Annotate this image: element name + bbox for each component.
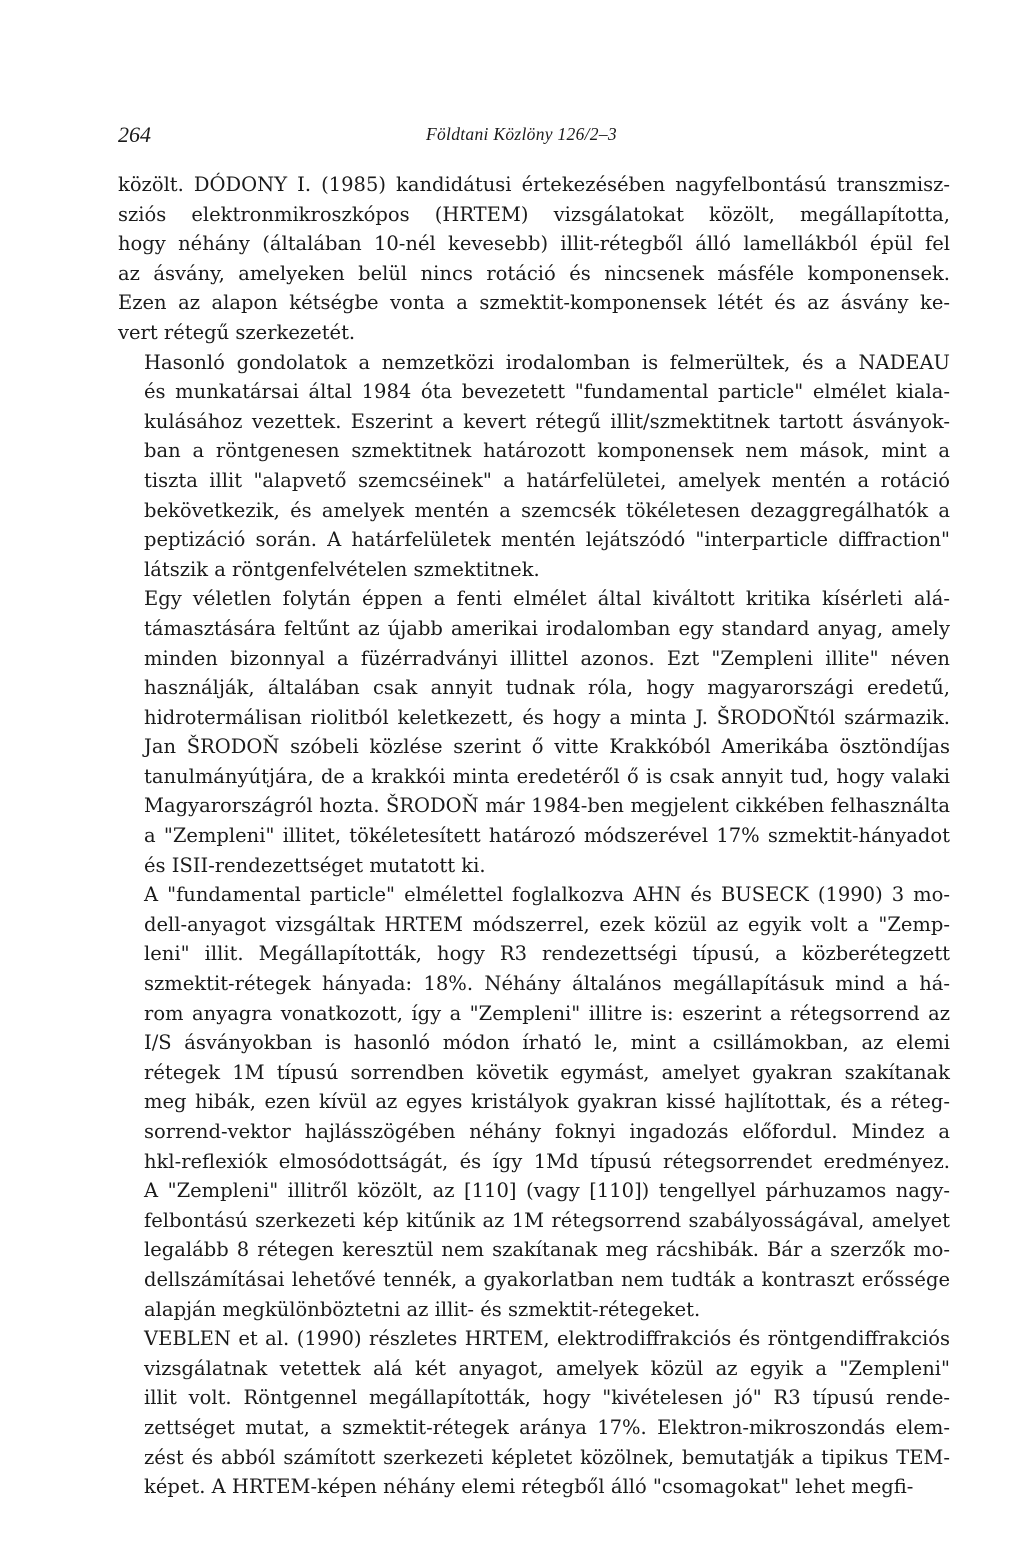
text-line: közölt. DÓDONY I. (1985) kandidátusi értekezésében nagyfelbontású transzmisz- [118, 173, 950, 196]
text-line: az ásvány, amelyeken belül nincs rotáció és nincsenek másféle komponensek. [118, 261, 950, 285]
text-line: rom anyagra vonatkozott, így a "Zempleni" illitre is: eszerint a rétegsorrend az [144, 1001, 950, 1025]
text-line: felbontású szerkezeti kép kitűnik az 1M rétegsorrend szabályosságával, amelyet [144, 1208, 950, 1232]
text-line: szmektit-rétegek hányada: 18%. Néhány általános megállapításuk mind a há- [144, 972, 950, 996]
text-line: és munkatársai által 1984 óta bevezetett "fundamental particle" elmélet kiala- [144, 380, 950, 404]
text-line: vizsgálatnak vetettek alá két anyagot, amelyek közül az egyik a "Zempleni" [144, 1356, 950, 1380]
text-line: hogy néhány (általában 10-nél kevesebb) illit-rétegből álló lamellákból épül fel [118, 232, 950, 256]
text-line: zettséget mutat, a szmektit-rétegek aránya 17%. Elektron-mikroszondás elem- [144, 1415, 950, 1439]
text-line: hidrotermálisan riolitból keletkezett, és hogy a minta J. ŠRODOŇtól származik. [144, 705, 950, 729]
text-line: leni" illit. Megállapították, hogy R3 rendezettségi típusú, a közberétegzett [144, 942, 950, 966]
text-line: legalább 8 rétegen keresztül nem szakítanak meg rácshibák. Bár a szerzők mo- [144, 1238, 950, 1262]
text-line: bekövetkezik, és amelyek mentén a szemcsék tökéletesen dezaggregálhatók a [144, 498, 950, 522]
text-line: Jan ŠRODOŇ szóbeli közlése szerint ő vitte Krakkóból Amerikába ösztöndíjas [144, 735, 950, 759]
text-line: tanulmányútjára, de a krakkói minta eredetéről ő is csak annyit tud, hogy valaki [144, 764, 950, 788]
text-line: Hasonló gondolatok a nemzetközi irodalomban is felmerültek, és a NADEAU [144, 350, 950, 374]
text-line: I/S ásványokban is hasonló módon írható le, mint a csillámokban, az elemi [144, 1031, 950, 1055]
paragraph [118, 1324, 950, 1502]
text-line: zést és abból számított szerkezeti képletet közölnek, bemutatják a tipikus TEM- [144, 1445, 950, 1469]
text-line: A "Zempleni" illitről közölt, az [110] (vagy [110]) tengellyel párhuzamos nagy- [144, 1179, 950, 1203]
text-line: sorrend-vektor hajlásszögében néhány foknyi ingadozás előfordul. Mindez a [144, 1120, 950, 1143]
text-line: alapján megkülönböztetni az illit- és szmektit-rétegeket. [144, 1297, 701, 1321]
page-number: 264 [118, 122, 151, 147]
text-line: A "fundamental particle" elmélettel foglalkozva AHN és BUSECK (1990) 3 mo- [144, 883, 950, 907]
text-line: tiszta illit "alapvető szemcséinek" a határfelületei, amelyek mentén a rotáció [144, 468, 950, 492]
text-line: Egy véletlen folytán éppen a fenti elmélet által kiváltott kritika kísérleti alá- [144, 587, 950, 611]
text-line: dell-anyagot vizsgáltak HRTEM módszerrel, ezek közül az egyik volt a "Zemp- [144, 912, 950, 936]
text-line: sziós elektronmikroszkópos (HRTEM) vizsgálatokat közölt, megállapította, [118, 202, 950, 226]
text-line: képet. A HRTEM-képen néhány elemi rétegből álló "csomagokat" lehet megfi- [144, 1475, 914, 1499]
text-line: peptizáció során. A határfelületek mentén lejátszódó "interparticle diffraction" [144, 528, 950, 552]
text-line: illit volt. Röntgennel megállapították, hogy "kivételesen jó" R3 típusú rende- [144, 1386, 950, 1410]
text-line: vert rétegű szerkezetét. [118, 320, 356, 344]
document-page [118, 122, 950, 1502]
text-line: és ISII-rendezettséget mutatott ki. [144, 853, 486, 877]
text-line: Ezen az alapon kétségbe vonta a szmektit-komponensek létét és az ásvány ke- [118, 291, 950, 315]
text-line: ban a röntgenesen szmektitnek határozott komponensek nem mások, mint a [144, 439, 950, 463]
text-line: használják, általában csak annyit tudnak róla, hogy magyarországi eredetű, [144, 676, 950, 700]
text-line: dellszámításai lehetővé tennék, a gyakorlatban nem tudták a kontraszt erőssége [144, 1267, 950, 1291]
paragraph [118, 880, 950, 1324]
text-line: rétegek 1M típusú sorrendben követik egymást, amelyet gyakran szakítanak [144, 1060, 950, 1084]
text-line: minden bizonnyal a füzérradványi illittel azonos. Ezt "Zempleni illite" néven [144, 646, 950, 670]
text-line: a "Zempleni" illitet, tökéletesített határozó módszerével 17% szmektit-hányadot [144, 824, 950, 848]
paragraph [118, 584, 950, 880]
text-line: látszik a röntgenfelvételen szmektitnek. [144, 557, 540, 581]
paragraph [118, 348, 950, 585]
text-line: Magyarországról hozta. ŠRODOŇ már 1984-ben megjelent cikkében felhasználta [144, 794, 950, 818]
paragraph [118, 170, 950, 348]
text-line: VEBLEN et al. (1990) részletes HRTEM, elektrodiffrakciós és röntgendiffrakciós [144, 1327, 950, 1351]
running-head-journal: Földtani Közlöny 126/2–3 [426, 124, 617, 144]
page-header [118, 122, 950, 156]
text-line: támasztására feltűnt az újabb amerikai irodalomban egy standard anyag, amely [144, 616, 950, 640]
text-line: meg hibák, ezen kívül az egyes kristályok gyakran kissé hajlítottak, és a réteg- [144, 1090, 950, 1114]
body-text [118, 170, 950, 1502]
text-line: hkl-reflexiók elmosódottságát, és így 1Md típusú rétegsorrendet eredményez. [144, 1149, 950, 1173]
text-line: kulásához vezettek. Eszerint a kevert rétegű illit/szmektitnek tartott ásványok- [144, 409, 950, 433]
